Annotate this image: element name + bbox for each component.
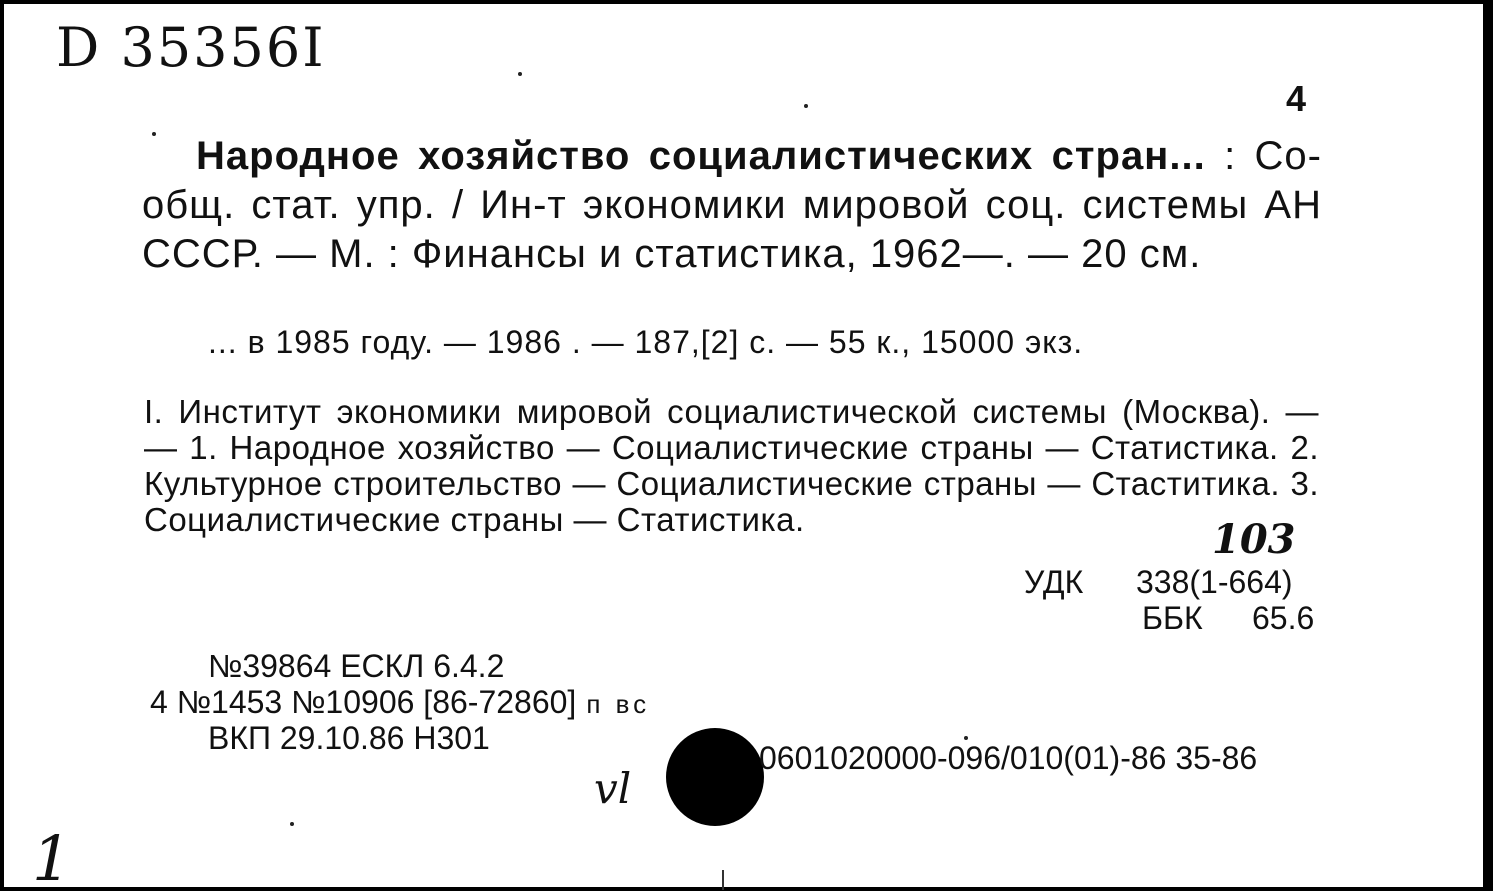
handwritten-mark: 103	[1212, 516, 1296, 563]
subject-headings: I. Институт экономики мировой социалистической системы (Москва). — — 1. Народное хозяйство — Социалистические страны — Статистика. 2. Культурное строительство — Социалистические страны — Стаститика. 3. Социалистические страны — Статистика.	[144, 393, 1319, 538]
bibliographic-description	[142, 132, 1322, 279]
bbk-label: ББК	[1142, 600, 1203, 636]
description-title: Народное хозяйство социалистических стран...	[196, 134, 1206, 178]
udk-label: УДК	[1024, 564, 1084, 600]
reference-line-1: №39864 ЕСКЛ 6.4.2	[208, 648, 505, 684]
punch-hole	[666, 728, 764, 826]
udk-value: 338(1-664)	[1136, 564, 1293, 600]
reference-line-3: ВКП 29.10.86 Н301	[208, 720, 490, 756]
reference-line-2-suffix: п вс	[586, 689, 651, 719]
catalog-code: 0601020000-096/010(01)-86 35-86	[759, 740, 1258, 776]
speck	[290, 822, 294, 826]
reference-line-2-main: 4 №1453 №10906 [86-72860]	[150, 684, 577, 720]
speck	[518, 72, 522, 76]
handwritten-corner-number: 1	[32, 822, 72, 895]
card-number: 4	[1286, 78, 1307, 119]
bbk-value: 65.6	[1252, 600, 1315, 636]
description-rest: : Со-общ. стат. упр. / Ин-т экономики мировой соц. системы АН СССР. — М. : Финансы и статистика, 1962—. — 20 см.	[142, 134, 1322, 276]
speck	[804, 104, 808, 108]
bottom-tick-mark	[722, 870, 724, 890]
handwritten-initials: vl	[594, 764, 632, 813]
issue-line: ... в 1985 году. — 1986 . — 187,[2] с. — 55 к., 15000 экз.	[208, 324, 1084, 360]
reference-line-2	[150, 684, 650, 721]
handwritten-card-id: D 35356I	[56, 16, 326, 79]
